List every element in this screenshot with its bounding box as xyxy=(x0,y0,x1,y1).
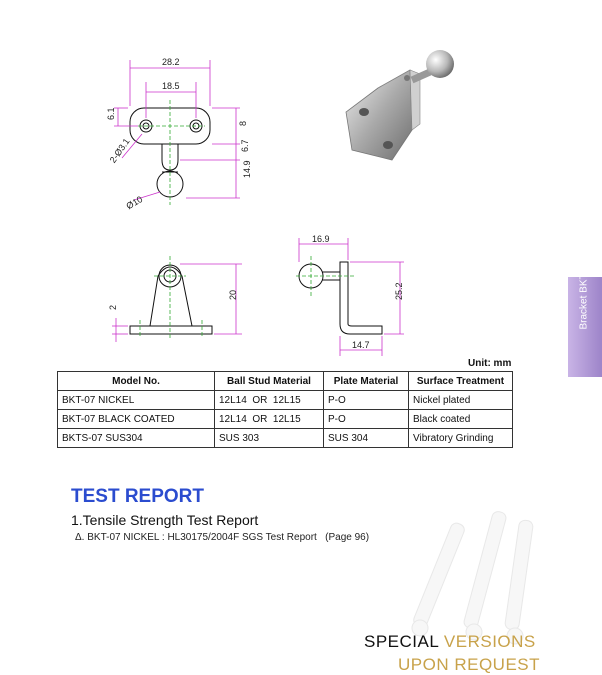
table-row xyxy=(58,429,513,448)
dim-ball-diameter: Ø10 xyxy=(124,194,145,212)
col-plate: Plate Material xyxy=(324,372,409,391)
cell: Vibratory Grinding xyxy=(409,429,513,448)
gas-spring-watermark xyxy=(412,510,534,644)
dim-2-hole: 2-Ø3.1 xyxy=(107,136,132,165)
cell: P-O xyxy=(324,410,409,429)
versions-word: VERSIONS xyxy=(443,632,536,651)
dim-16-9: 16.9 xyxy=(312,234,330,244)
dim-8: 8 xyxy=(238,120,248,126)
dim-6-7: 6.7 xyxy=(240,139,250,152)
front-view-drawing xyxy=(130,265,212,334)
bracket-photo xyxy=(346,50,454,160)
unit-label: Unit: mm xyxy=(468,358,512,369)
top-view-centerlines xyxy=(138,100,205,205)
cell: 12L14 OR 12L15 xyxy=(215,391,324,410)
section-tab-label: Bracket BKT-07 xyxy=(578,259,590,330)
cell: SUS 303 xyxy=(215,429,324,448)
dim-6-1: 6.1 xyxy=(106,107,116,120)
side-view-dimension-lines xyxy=(299,238,404,356)
col-ball-stud: Ball Stud Material xyxy=(215,372,324,391)
test-report-title: TEST REPORT xyxy=(71,486,205,507)
cell: 12L14 OR 12L15 xyxy=(215,410,324,429)
side-view-drawing xyxy=(299,262,382,334)
table-row xyxy=(58,391,513,410)
dim-14-9: 14.9 xyxy=(242,160,252,178)
dim-25-2: 25.2 xyxy=(394,282,404,300)
dim-2: 2 xyxy=(108,304,118,310)
col-surface: Surface Treatment xyxy=(409,372,513,391)
front-view-dimension-lines xyxy=(112,264,242,342)
dim-18-5: 18.5 xyxy=(162,81,180,91)
spec-table xyxy=(57,371,513,448)
cell: P-O xyxy=(324,391,409,410)
cell: SUS 304 xyxy=(324,429,409,448)
cell: Nickel plated xyxy=(409,391,513,410)
dim-20: 20 xyxy=(228,289,238,300)
cell: BKTS-07 SUS304 xyxy=(58,429,215,448)
upon-request-line: UPON REQUEST xyxy=(398,655,541,674)
table-header-row xyxy=(58,372,513,391)
cell: Black coated xyxy=(409,410,513,429)
table-row xyxy=(58,410,513,429)
dim-14-7: 14.7 xyxy=(352,340,370,350)
front-view-centerlines xyxy=(140,256,202,340)
col-model: Model No. xyxy=(58,372,215,391)
special-word: SPECIAL xyxy=(364,632,444,651)
test-report-note: Δ. BKT-07 NICKEL : HL30175/2004F SGS Test Report (Page 96) xyxy=(75,532,370,543)
test-report-subtitle: 1.Tensile Strength Test Report xyxy=(71,512,259,528)
dim-28-2: 28.2 xyxy=(162,57,180,67)
cell: BKT-07 NICKEL xyxy=(58,391,215,410)
cell: BKT-07 BLACK COATED xyxy=(58,410,215,429)
special-versions-line xyxy=(364,632,536,652)
